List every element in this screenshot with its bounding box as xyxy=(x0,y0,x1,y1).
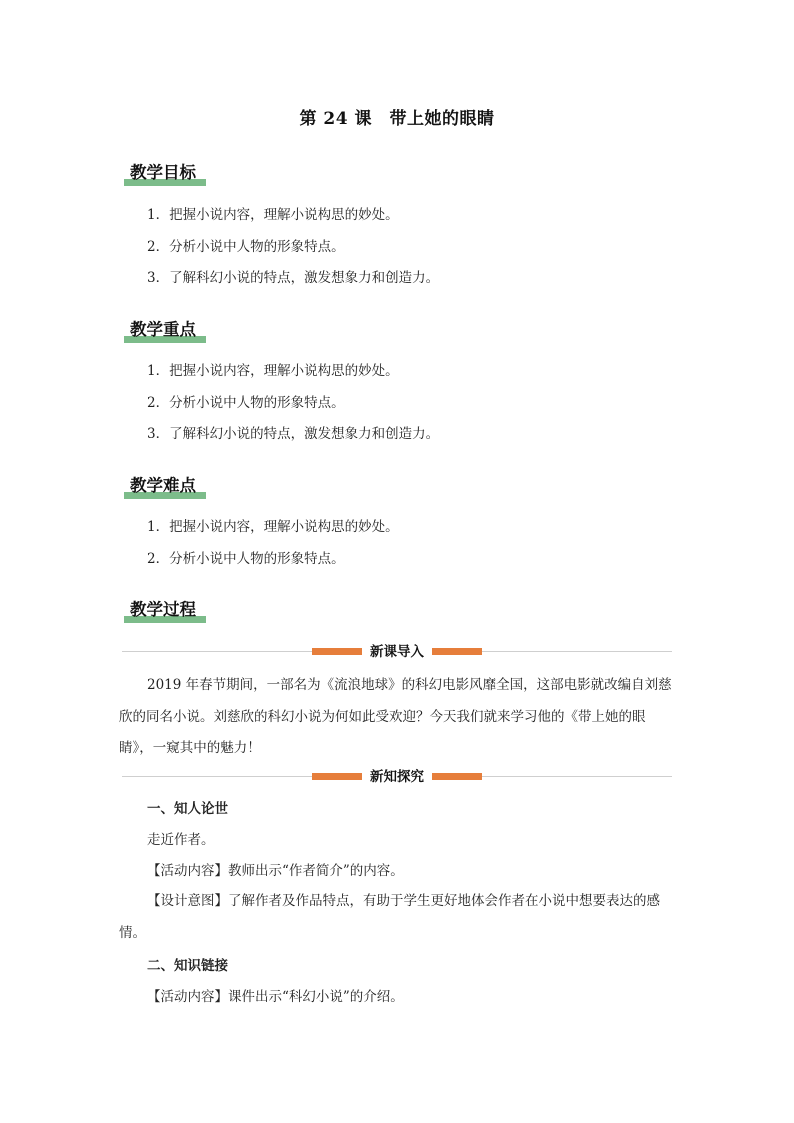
divider-bar-left xyxy=(312,648,362,655)
heading-text: 教学难点 xyxy=(130,476,196,495)
list-item: 1．把握小说内容，理解小说构思的妙处。 xyxy=(147,519,399,535)
difficulties-list xyxy=(147,512,399,575)
key-points-list xyxy=(147,356,439,451)
divider-label: 新课导入 xyxy=(362,642,432,662)
divider-label: 新知探究 xyxy=(362,767,432,787)
list-item: 2．分析小说中人物的形象特点。 xyxy=(147,238,345,255)
section-heading-key-points xyxy=(130,320,206,340)
heading-text: 教学过程 xyxy=(130,600,196,619)
divider-bar-right xyxy=(432,648,482,655)
part2-title: 二、知识链接 xyxy=(147,958,228,974)
list-item: 3．了解科幻小说的特点，激发想象力和创造力。 xyxy=(147,270,440,286)
section-heading-process xyxy=(130,600,206,620)
activity-content-2: 【活动内容】课件出示“科幻小说”的介绍。 xyxy=(147,989,404,1005)
intro-paragraph: 2019 年春节期间，一部名为《流浪地球》的科幻电影风靡全国，这部电影就改编自刘慈欣的同名小说。刘慈欣的科幻小说为何如此受欢迎？今天我们就来学习他的《带上她的眼睛》，一窥其中的魅力！ xyxy=(119,677,672,756)
design-intent-1: 【设计意图】了解作者及作品特点，有助于学生更好地体会作者在小说中想要表达的感情。 xyxy=(119,893,660,941)
list-item: 1．把握小说内容，理解小说构思的妙处。 xyxy=(147,363,399,379)
list-item: 2．分析小说中人物的形象特点。 xyxy=(147,394,345,411)
list-item: 2．分析小说中人物的形象特点。 xyxy=(147,550,345,567)
divider-intro xyxy=(122,642,672,662)
section-heading-difficulties xyxy=(130,476,206,496)
part1-title: 一、知人论世 xyxy=(147,801,228,817)
list-item: 1．把握小说内容，理解小说构思的妙处。 xyxy=(147,207,399,223)
divider-explore xyxy=(122,767,672,787)
activity-content-1: 【活动内容】教师出示“作者简介”的内容。 xyxy=(147,863,404,879)
part1-line: 走近作者。 xyxy=(147,832,215,848)
page-title: 第 24 课 带上她的眼睛 xyxy=(299,109,495,129)
heading-text: 教学目标 xyxy=(130,163,196,182)
list-item: 3．了解科幻小说的特点，激发想象力和创造力。 xyxy=(147,426,440,442)
divider-bar-left xyxy=(312,773,362,780)
divider-bar-right xyxy=(432,773,482,780)
objectives-list xyxy=(147,200,439,295)
heading-text: 教学重点 xyxy=(130,320,196,339)
section-heading-objectives xyxy=(130,163,206,183)
